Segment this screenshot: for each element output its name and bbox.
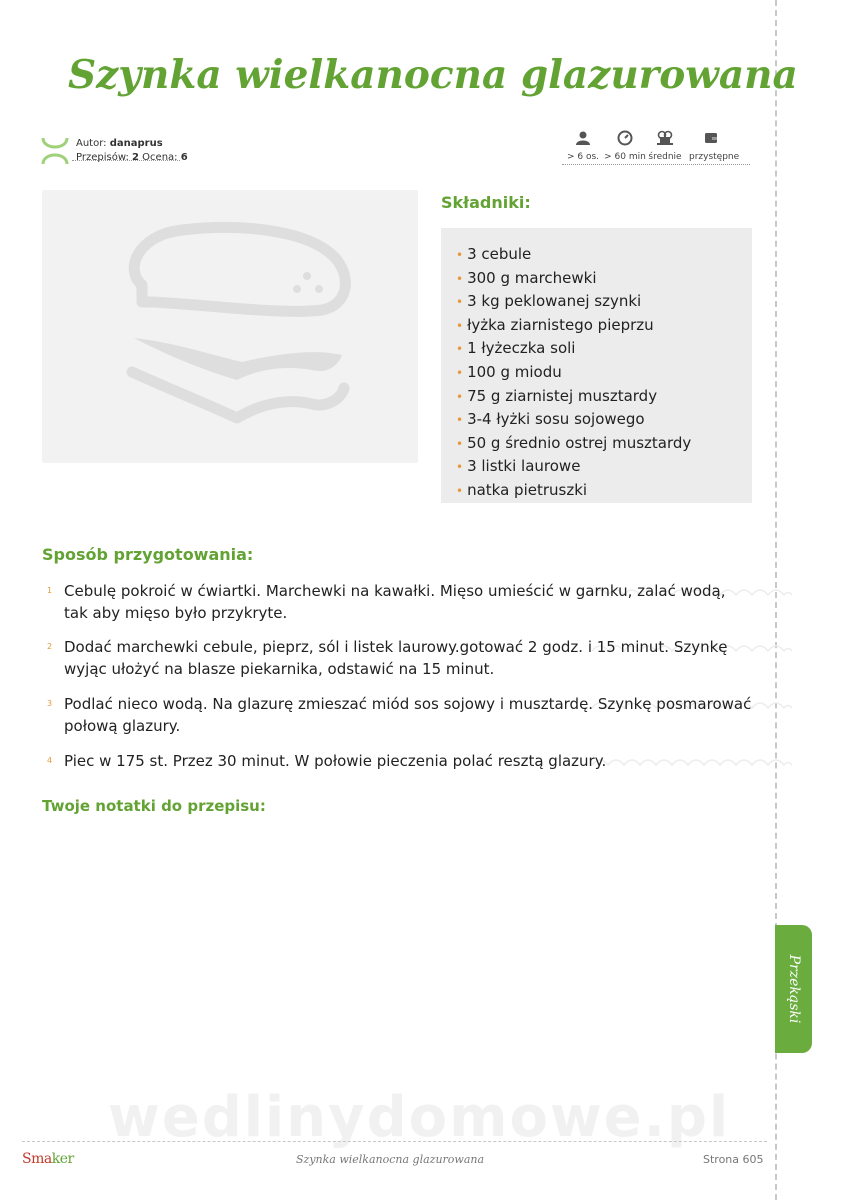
page-number: Strona 605 (703, 1153, 764, 1166)
author-name[interactable]: danaprus (109, 138, 163, 149)
person-icon (575, 130, 591, 146)
logo-accent: ker (51, 1151, 74, 1167)
cost-info (689, 130, 740, 162)
ingredients-list (456, 243, 752, 503)
ingredient-item: • 3 cebule (456, 243, 752, 267)
ingredient-item: • 3-4 łyżki sosu sojowego (456, 408, 752, 432)
meta-divider (562, 164, 750, 165)
difficulty-label: średnie (648, 152, 682, 162)
watermark: wedlinydomowe.pl (108, 1085, 731, 1150)
author-logo-icon (40, 134, 70, 168)
ingredient-item: • łyżka ziarnistego pieprzu (456, 314, 752, 338)
footer-divider (22, 1141, 767, 1142)
servings-info (561, 130, 605, 162)
ingredient-item: • 1 łyżeczka soli (456, 337, 752, 361)
author-divider (72, 160, 180, 161)
recipe-title: Szynka wielkanocna glazurowana (68, 52, 798, 98)
category-tab-label: Przekąski (786, 954, 802, 1024)
sandwich-placeholder-icon (42, 190, 418, 463)
ingredient-item: • 75 g ziarnistej musztardy (456, 385, 752, 409)
author-label: Autor: (76, 138, 107, 149)
ingredient-item: • 300 g marchewki (456, 267, 752, 291)
notes-title: Twoje notatki do przepisu: (42, 797, 266, 815)
ingredient-item: • natka pietruszki (456, 479, 752, 503)
ingredient-item: • 3 kg peklowanej szynki (456, 290, 752, 314)
step-text: Piec w 175 st. Przez 30 minut. W połowie pieczenia polać resztą glazury. (64, 752, 607, 770)
step-text: Cebulę pokroić w ćwiartki. Marchewki na kawałki. Mięso umieścić w garnku, zalać wodą, tak aby mięso było przykryte. (64, 582, 726, 622)
footer-title: Szynka wielkanocna glazurowana (296, 1153, 485, 1166)
recipes-label: Przepisów: (76, 152, 129, 163)
ingredient-item: • 3 listki laurowe (456, 455, 752, 479)
smaker-logo (22, 1151, 74, 1167)
recipes-count: 2 (132, 152, 139, 163)
step-number: 1 (46, 586, 53, 595)
ingredients-title: Składniki: (441, 193, 531, 212)
cost-label: przystępne (689, 152, 740, 162)
rating-value: 6 (180, 152, 188, 163)
ingredient-item: • 50 g średnio ostrej musztardy (456, 432, 752, 456)
chef-hat-icon (656, 130, 674, 146)
time-label: > 60 min (604, 152, 646, 162)
time-info (603, 130, 647, 162)
ingredient-item: • 100 g miodu (456, 361, 752, 385)
preparation-title: Sposób przygotowania: (42, 545, 254, 564)
servings-label: > 6 os. (566, 152, 600, 162)
logo-main: Sma (22, 1151, 52, 1167)
recipe-photo-placeholder (42, 190, 418, 463)
step-text: Podlać nieco wodą. Na glazurę zmieszać miód sos sojowy i musztardę. Szynkę posmarować połową glazury. (64, 695, 752, 735)
wallet-icon (703, 130, 719, 146)
step-number: 3 (46, 699, 53, 708)
step-number: 4 (46, 756, 53, 765)
clock-icon (617, 130, 633, 146)
step-text: Dodać marchewki cebule, pieprz, sól i listek laurowy.gotować 2 godz. i 15 minut. Szynkę wyjąc ułożyć na blasze piekarnika, odstawić na 15 minut. (64, 638, 728, 678)
ingredients-box (441, 228, 752, 503)
step-number: 2 (46, 642, 53, 651)
difficulty-info (643, 130, 687, 162)
rating-label: Ocena: (142, 152, 178, 163)
